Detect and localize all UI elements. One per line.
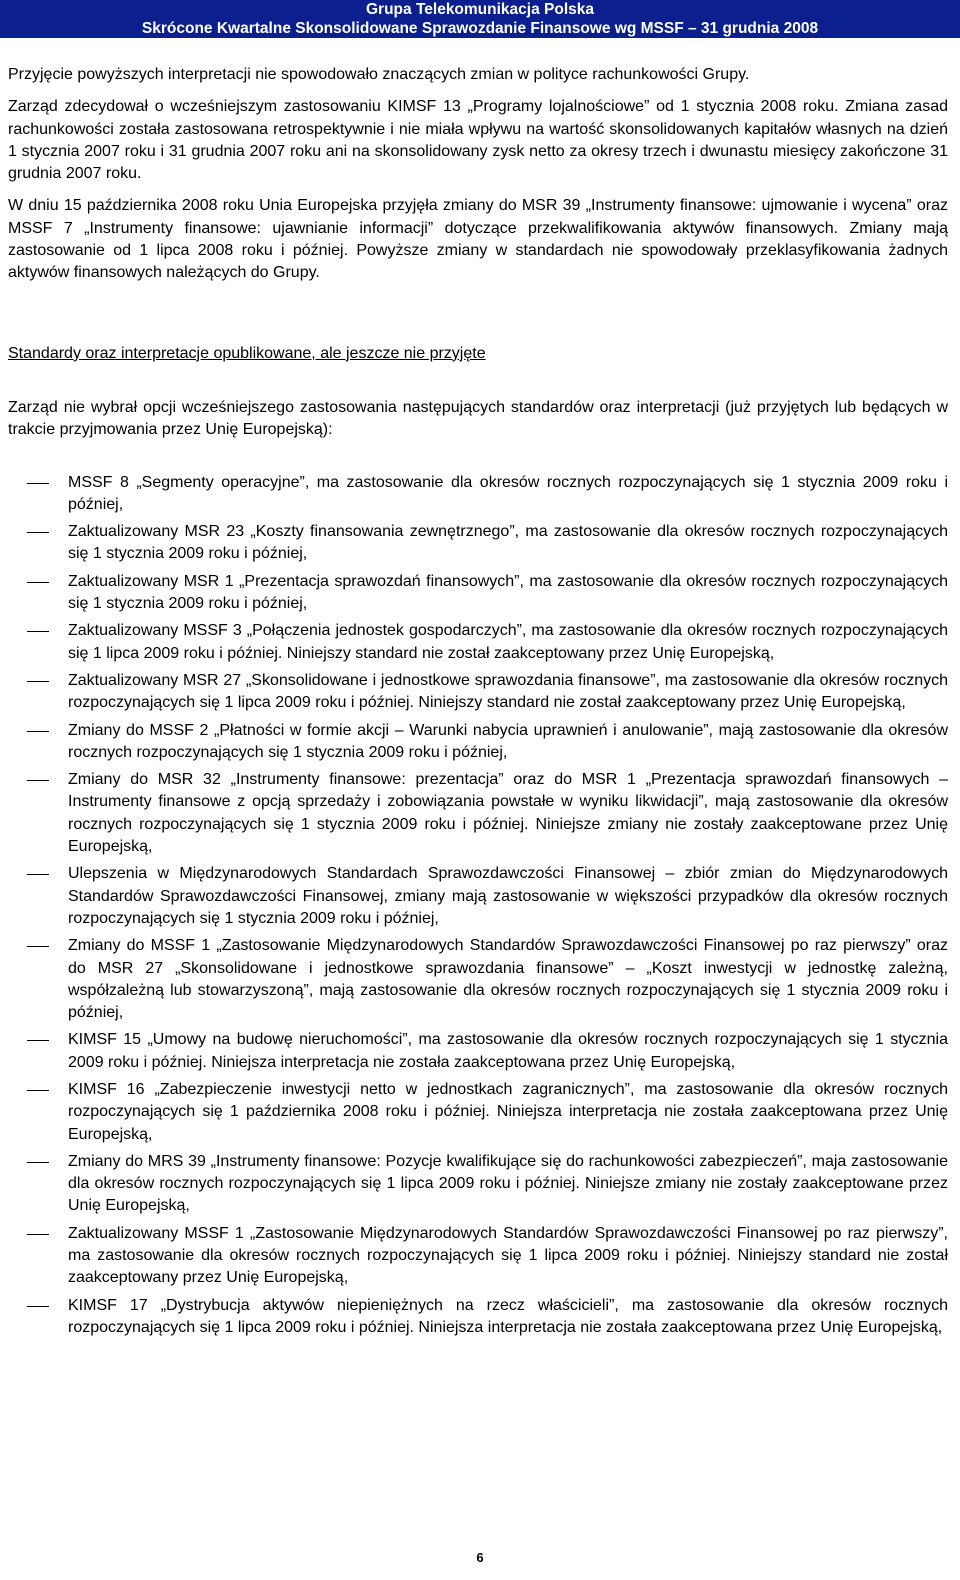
list-item-text: MSSF 8 „Segmenty operacyjne”, ma zastosowanie dla okresów rocznych rozpoczynających się 1 stycznia 2009 roku i później,	[68, 473, 948, 513]
list-item-text: Ulepszenia w Międzynarodowych Standardach Sprawozdawczości Finansowej – zbiór zmian do Międzynarodowych Standardów Sprawozdawczości Finansowej, zmiany mają zastosowanie w większości przypadków dla okresów rocznych rozpoczynających się 1 stycznia 2009 roku i później,	[68, 865, 948, 927]
section-heading: Standardy oraz interpretacje opublikowane, ale jeszcze nie przyjęte	[8, 344, 486, 362]
paragraph-msr39-amendments: W dniu 15 października 2008 roku Unia Europejska przyjęła zmiany do MSR 39 „Instrumenty finansowe: ujmowanie i wycena” oraz MSSF 7 „Instrumenty finansowe: ujawnianie informacji” dotyczące przekwalifikowania aktywów finansowych. Zmiany mają zastosowanie od 1 lipca 2008 roku i później. Powyższe zmiany w standardach nie spowodowały przeklasyfikowania żadnych aktywów finansowych należących do Grupy.	[8, 197, 948, 282]
dash-bullet-icon	[27, 1040, 49, 1041]
list-item	[8, 1029, 948, 1074]
list-item	[8, 1223, 948, 1290]
dash-bullet-icon	[27, 780, 49, 781]
dash-bullet-icon	[27, 1162, 49, 1163]
list-item-text: Zaktualizowany MSSF 1 „Zastosowanie Międzynarodowych Standardów Sprawozdawczości Finansowej po raz pierwszy”, ma zastosowanie dla okresów rocznych rozpoczynających się 1 lipca 2009 roku i później. Niniejszy standard nie został zaakceptowany przez Unię Europejską,	[68, 1224, 948, 1287]
list-item-text: Zmiany do MRS 39 „Instrumenty finansowe: Pozycje kwalifikujące się do rachunkowości zabezpieczeń”, maja zastosowanie dla okresów rocznych rozpoczynających się 1 lipca 2009 roku i później. Niniejsze zmiany nie zostały zaakceptowane przez Unię Europejską,	[68, 1152, 948, 1215]
list-item	[8, 720, 948, 765]
dash-bullet-icon	[27, 946, 49, 947]
list-item-text: KIMSF 15 „Umowy na budowę nieruchomości”, ma zastosowanie dla okresów rocznych rozpoczynających się 1 stycznia 2009 roku i później. Niniejsza interpretacja nie została zaakceptowana przez Unię Europejską,	[68, 1031, 948, 1071]
standards-list	[8, 472, 948, 1340]
dash-bullet-icon	[27, 532, 49, 533]
list-item	[8, 1151, 948, 1218]
list-item	[8, 1079, 948, 1146]
dash-bullet-icon	[27, 582, 49, 583]
list-item-text: Zaktualizowany MSSF 3 „Połączenia jednostek gospodarczych”, ma zastosowanie dla okresów rocznych rozpoczynających się 1 lipca 2009 roku i później. Niniejszy standard nie został zaakceptowany przez Unię Europejską,	[68, 622, 948, 662]
list-item-text: KIMSF 17 „Dystrybucja aktywów niepieniężnych na rzecz właścicieli”, ma zastosowanie dla okresów rocznych rozpoczynających się 1 lipca 2009 roku i później. Niniejsza interpretacja nie została zaakceptowana przez Unię Europejską,	[68, 1296, 948, 1336]
dash-bullet-icon	[27, 1234, 49, 1235]
document-header	[0, 0, 960, 38]
list-item-text: Zmiany do MSR 32 „Instrumenty finansowe: prezentacja” oraz do MSR 1 „Prezentacja sprawozdań finansowych – Instrumenty finansowe z opcją sprzedaży i zobowiązania powstałe w wyniku likwidacji”, mają zastosowanie dla okresów rocznych rozpoczynających się 1 stycznia 2009 roku i później. Niniejsze zmiany nie zostały zaakceptowane przez Unię Europejską,	[68, 771, 948, 856]
list-item	[8, 769, 948, 858]
list-item	[8, 472, 948, 517]
paragraph-not-adopted-intro: Zarząd nie wybrał opcji wcześniejszego zastosowania następujących standardów oraz interpretacji (już przyjętych lub będących w trakcie przyjmowania przez Unię Europejską):	[8, 398, 948, 439]
document-body	[8, 64, 948, 1344]
list-item-text: KIMSF 16 „Zabezpieczenie inwestycji netto w jednostkach zagranicznych”, ma zastosowanie dla okresów rocznych rozpoczynających się 1 października 2008 roku i później. Niniejsza interpretacja nie została zaakceptowana przez Unię Europejską,	[68, 1080, 948, 1143]
list-item-text: Zmiany do MSSF 1 „Zastosowanie Międzynarodowych Standardów Sprawozdawczości Finansowej po raz pierwszy” oraz do MSR 27 „Skonsolidowane i jednostkowe sprawozdania finansowe” – „Koszt inwestycji w jednostkę zależną, współzależną lub stowarzyszoną”, mają zastosowanie dla okresów rocznych rozpoczynających się 1 stycznia 2009 roku i później,	[68, 937, 948, 1022]
list-item	[8, 935, 948, 1024]
dash-bullet-icon	[27, 1306, 49, 1307]
dash-bullet-icon	[27, 731, 49, 732]
list-item	[8, 620, 948, 665]
list-item	[8, 863, 948, 930]
paragraph-interpretations-effect: Przyjęcie powyższych interpretacji nie spowodowało znaczących zmian w polityce rachunkowości Grupy.	[8, 66, 750, 83]
dash-bullet-icon	[27, 1090, 49, 1091]
list-item	[8, 571, 948, 616]
list-item	[8, 1295, 948, 1340]
list-item-text: Zaktualizowany MSR 1 „Prezentacja sprawozdań finansowych”, ma zastosowanie dla okresów rocznych rozpoczynających się 1 stycznia 2009 roku i później,	[68, 572, 948, 613]
dash-bullet-icon	[27, 483, 49, 484]
list-item-text: Zaktualizowany MSR 27 „Skonsolidowane i jednostkowe sprawozdania finansowe”, ma zastosowanie dla okresów rocznych rozpoczynających się 1 lipca 2009 roku i później. Niniejszy standard nie został zaakceptowany przez Unię Europejską,	[68, 671, 948, 712]
dash-bullet-icon	[27, 874, 49, 875]
dash-bullet-icon	[27, 631, 49, 632]
list-item-text: Zaktualizowany MSR 23 „Koszty finansowania zewnętrznego”, ma zastosowanie dla okresów rocznych rozpoczynających się 1 stycznia 2009 roku i później,	[68, 523, 948, 563]
header-company-name: Grupa Telekomunikacja Polska	[366, 1, 594, 18]
list-item	[8, 670, 948, 715]
list-item-text: Zmiany do MSSF 2 „Płatności w formie akcji – Warunki nabycia uprawnień i anulowanie”, mają zastosowanie dla okresów rocznych rozpoczynających się 1 stycznia 2009 roku i później,	[68, 721, 948, 761]
page-number: 6	[476, 1550, 484, 1565]
paragraph-kimsf13: Zarząd zdecydował o wcześniejszym zastosowaniu KIMSF 13 „Programy lojalnościowe” od 1 stycznia 2008 roku. Zmiana zasad rachunkowości została zastosowana retrospektywnie i nie miała wpływu na wartość skonsolidowanych kapitałów własnych na dzień 1 stycznia 2007 roku i 31 grudnia 2007 roku ani na skonsolidowany zysk netto za okresy trzech i dwunastu miesięcy zakończone 31 grudnia 2007 roku.	[8, 98, 948, 183]
list-item	[8, 521, 948, 566]
header-report-title: Skrócone Kwartalne Skonsolidowane Sprawozdanie Finansowe wg MSSF – 31 grudnia 2008	[141, 20, 819, 37]
dash-bullet-icon	[27, 681, 49, 682]
